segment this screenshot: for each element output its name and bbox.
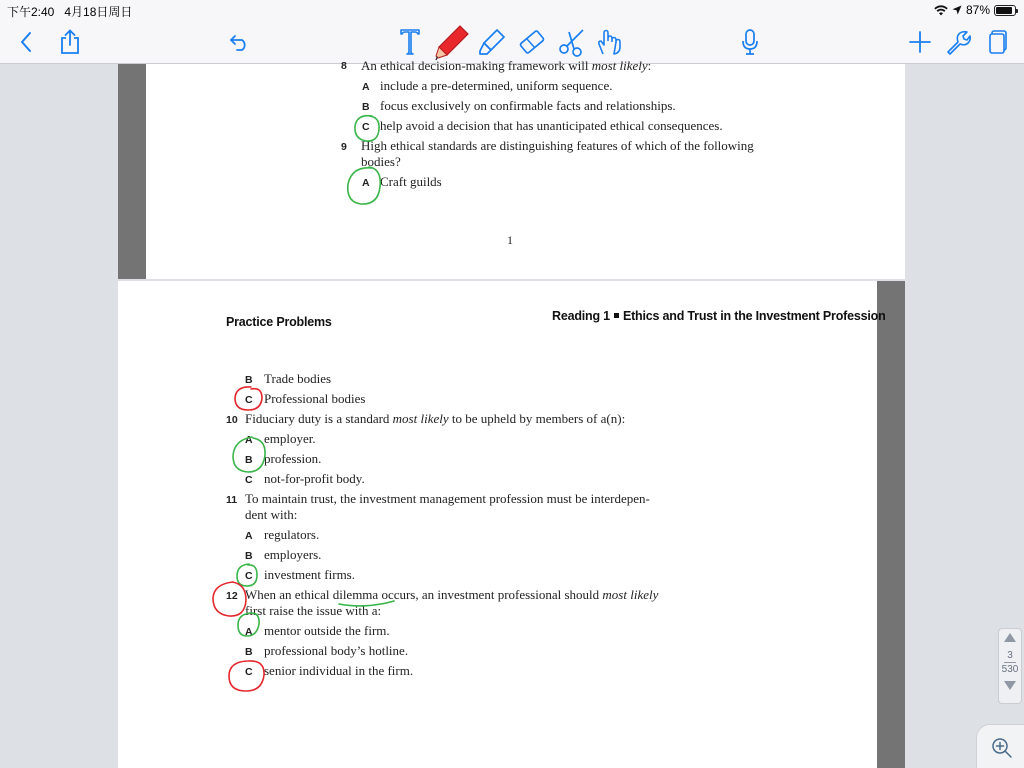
option-text: focus exclusively on confirmable facts and relationships. xyxy=(380,98,676,113)
page-navigator xyxy=(998,628,1022,704)
question-number: 8 xyxy=(341,60,347,72)
option-text: professional body’s hotline. xyxy=(264,643,409,658)
question-12-text: When an ethical dilemma occurs, an investment professional should most likely xyxy=(245,587,659,602)
option-text: regulators. xyxy=(264,527,320,542)
hand-tool-icon xyxy=(595,27,625,57)
eraser-button[interactable] xyxy=(516,26,548,58)
undo-button[interactable] xyxy=(224,26,256,58)
running-header-left: Practice Problems xyxy=(226,315,332,329)
page-divider xyxy=(1004,662,1016,663)
text-tool-button[interactable] xyxy=(394,26,426,58)
scissors-icon xyxy=(557,27,587,57)
question-number: 9 xyxy=(341,141,347,153)
option-text: employers. xyxy=(264,547,322,562)
text-tool-icon xyxy=(399,28,421,56)
microphone-icon xyxy=(740,28,760,56)
question-8-text: An ethical decision-making framework will most likely: xyxy=(361,58,652,73)
page-number: 1 xyxy=(507,233,513,247)
option-letter: B xyxy=(362,101,370,113)
wrench-icon xyxy=(945,29,971,55)
option-letter: A xyxy=(245,626,253,638)
share-icon xyxy=(59,29,81,55)
total-pages: 530 xyxy=(1001,664,1019,675)
page-up-icon[interactable] xyxy=(1004,633,1016,642)
option-text: investment firms. xyxy=(264,567,355,582)
page-1-side-bar xyxy=(118,64,146,279)
option-text: mentor outside the firm. xyxy=(264,623,390,638)
question-12-text-cont: first raise the issue with a: xyxy=(245,603,382,618)
add-icon xyxy=(908,30,932,54)
question-number: 12 xyxy=(226,590,238,602)
status-time: 下午2:40 4月18日周日 xyxy=(7,5,133,19)
document-button[interactable] xyxy=(982,26,1014,58)
pen-tool-icon xyxy=(432,22,472,62)
option-letter: C xyxy=(245,394,253,406)
question-9-text: High ethical standards are distinguishing features of which of the following xyxy=(361,138,754,153)
document-icon xyxy=(987,29,1009,55)
option-letter: A xyxy=(245,434,253,446)
option-letter: B xyxy=(245,550,253,562)
option-letter: C xyxy=(245,474,253,486)
highlighter-button[interactable] xyxy=(476,26,508,58)
option-text: not-for-profit body. xyxy=(264,471,365,486)
running-header-right: Reading 1 Ethics and Trust in the Investment Profession xyxy=(552,309,886,323)
option-text: profession. xyxy=(264,451,322,466)
back-icon xyxy=(19,31,33,53)
option-letter: B xyxy=(245,374,253,386)
question-11-text: To maintain trust, the investment management profession must be interdepen- xyxy=(245,491,650,506)
option-text: senior individual in the firm. xyxy=(264,663,414,678)
share-button[interactable] xyxy=(54,26,86,58)
wifi-icon xyxy=(934,5,948,16)
battery-percent: 87% xyxy=(965,3,990,17)
battery-icon xyxy=(994,5,1016,16)
eraser-icon xyxy=(517,27,547,57)
question-10-text: Fiduciary duty is a standard most likely to be upheld by members of a(n): xyxy=(245,411,626,426)
zoom-in-icon xyxy=(991,737,1013,759)
option-letter: B xyxy=(245,646,253,658)
option-letter: C xyxy=(245,666,253,678)
microphone-button[interactable] xyxy=(734,26,766,58)
undo-icon xyxy=(229,32,251,52)
pdf-page-2 xyxy=(118,281,905,768)
status-indicators xyxy=(934,3,1016,17)
hand-tool-button[interactable] xyxy=(594,26,626,58)
current-page: 3 xyxy=(1007,650,1013,661)
option-text: employer. xyxy=(264,431,316,446)
question-number: 11 xyxy=(226,494,238,506)
question-9-text-cont: bodies? xyxy=(361,154,401,169)
option-letter: A xyxy=(362,81,370,93)
option-letter: A xyxy=(362,177,370,189)
add-button[interactable] xyxy=(904,26,936,58)
option-text: Trade bodies xyxy=(264,371,332,386)
settings-button[interactable] xyxy=(942,26,974,58)
option-letter: C xyxy=(245,570,253,582)
zoom-button[interactable] xyxy=(976,724,1024,768)
scissors-button[interactable] xyxy=(556,26,588,58)
question-11-text-cont: dent with: xyxy=(245,507,298,522)
location-arrow-icon xyxy=(952,5,962,15)
pen-tool-button[interactable] xyxy=(432,22,472,62)
option-text: help avoid a decision that has unanticipated ethical consequences. xyxy=(380,118,723,133)
status-bar xyxy=(0,0,1024,20)
option-text: include a pre-determined, uniform sequence. xyxy=(380,78,613,93)
highlighter-icon xyxy=(477,27,507,57)
back-button[interactable] xyxy=(10,26,42,58)
page-2-side-bar xyxy=(877,281,905,768)
option-letter: A xyxy=(245,530,253,542)
option-text: Craft guilds xyxy=(380,174,442,189)
option-letter: B xyxy=(245,454,253,466)
option-text: Professional bodies xyxy=(264,391,366,406)
option-letter: C xyxy=(362,121,370,133)
page-down-icon[interactable] xyxy=(1004,681,1016,690)
question-number: 10 xyxy=(226,414,238,426)
